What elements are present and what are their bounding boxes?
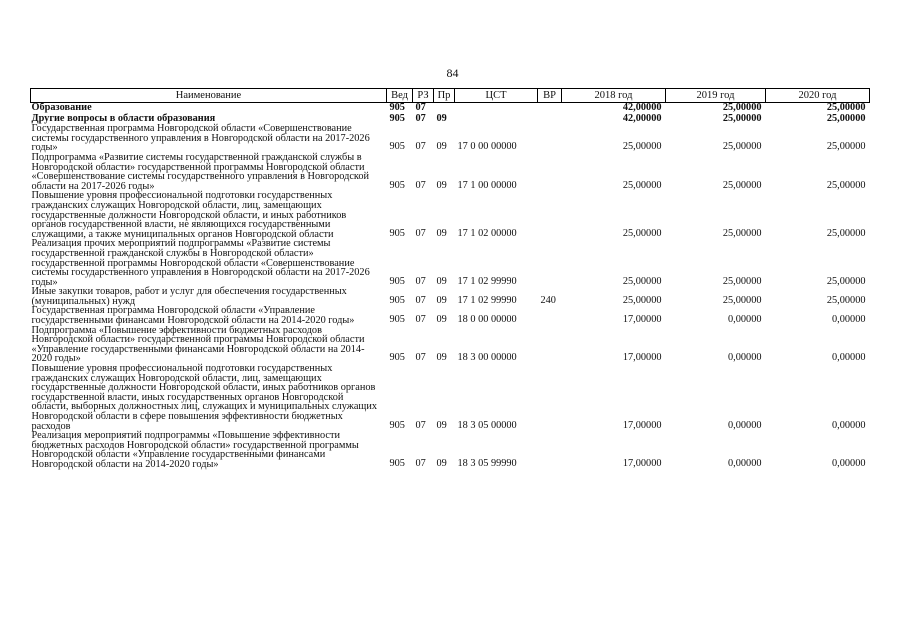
row-vr (538, 431, 562, 469)
row-value-2020: 25,00000 (826, 227, 866, 239)
row-ved: 905 (389, 112, 405, 124)
row-value-2019: 25,00000 (722, 179, 762, 191)
header-name: Наименование (31, 89, 387, 103)
row-rz: 07 (415, 102, 426, 113)
row-value-2018: 25,00000 (622, 179, 662, 191)
row-rz: 07 (415, 227, 426, 239)
row-value-2020: 25,00000 (826, 102, 866, 113)
row-value-2018: 25,00000 (622, 294, 662, 306)
row-cst: 17 0 00 00000 (457, 141, 517, 153)
row-pr: 09 (436, 419, 447, 431)
header-2019: 2019 год (666, 89, 766, 103)
table-header (31, 89, 870, 103)
row-vr (538, 103, 562, 114)
row-value-2018: 42,00000 (622, 102, 662, 113)
header-2020: 2020 год (766, 89, 870, 103)
row-vr (538, 326, 562, 364)
row-ved: 905 (389, 102, 405, 113)
row-pr: 09 (436, 179, 447, 191)
row-value-2020: 25,00000 (826, 112, 866, 124)
row-value-2020: 25,00000 (826, 294, 866, 306)
row-vr (538, 153, 562, 191)
row-value-2019: 25,00000 (722, 112, 762, 124)
row-rz: 07 (415, 294, 426, 306)
header-2018: 2018 год (562, 89, 666, 103)
row-cst (455, 103, 538, 114)
row-cst: 17 1 02 99990 (457, 275, 517, 287)
table-row (31, 306, 870, 325)
row-cst: 17 1 00 00000 (457, 179, 517, 191)
row-value-2020: 0,00000 (832, 419, 866, 431)
row-cst: 18 3 05 99990 (457, 457, 517, 469)
row-cst (455, 114, 538, 125)
row-cst: 17 1 02 99990 (457, 294, 517, 306)
row-name: Реализация мероприятий подпрограммы «Повышение эффективности бюджетных расходов Новгородской области» государственной программы Новгородской области «Управление государственными финансами Новгородской области на 2014-2020 годы» (31, 430, 359, 470)
row-rz: 07 (415, 457, 426, 469)
row-value-2019: 0,00000 (728, 457, 762, 469)
row-value-2019: 25,00000 (722, 102, 762, 113)
table-row (31, 287, 870, 306)
row-pr: 09 (436, 112, 447, 124)
header-vr: ВР (538, 89, 562, 103)
row-ved: 905 (389, 227, 405, 239)
row-vr (538, 306, 562, 325)
table-body (31, 103, 870, 470)
row-value-2018: 42,00000 (622, 112, 662, 124)
row-value-2019: 0,00000 (728, 314, 762, 326)
row-rz: 07 (415, 275, 426, 287)
row-rz: 07 (415, 112, 426, 124)
header-pr: Пр (434, 89, 455, 103)
table-row (31, 103, 870, 114)
row-pr: 09 (436, 314, 447, 326)
row-rz: 07 (415, 352, 426, 364)
row-name: Образование (31, 102, 92, 113)
row-name: Повышение уровня профессиональной подготовки государственных гражданских служащих Новгородской области, лиц, замещающих государственные должности Новгородской области, и иных работников органов государственной власти, не являющихся государственными служащими, а также муниципальных органов Новгородской области (31, 190, 347, 240)
row-vr (538, 114, 562, 125)
row-vr: 240 (540, 294, 556, 306)
row-value-2019: 25,00000 (722, 275, 762, 287)
page-number: 84 (446, 66, 459, 80)
row-pr (434, 103, 455, 114)
table-row (31, 431, 870, 469)
row-name: Реализация прочих мероприятий подпрограммы «Развитие системы государственной гражданской службы в Новгородской области» государственной программы Новгородской области «Совершенствование системы государственного управления в Новгородской области на 2017-2026 годы» (31, 238, 370, 288)
row-name: Государственная программа Новгородской области «Управление государственными финансами Новгородской области на 2014-2020 годы» (31, 305, 355, 327)
table-row (31, 364, 870, 431)
row-cst: 18 3 00 00000 (457, 352, 517, 364)
row-cst: 17 1 02 00000 (457, 227, 517, 239)
row-value-2018: 17,00000 (622, 352, 662, 364)
row-value-2018: 25,00000 (622, 227, 662, 239)
row-name: Иные закупки товаров, работ и услуг для обеспечения государственных (муниципальных) нужд (31, 286, 347, 307)
row-ved: 905 (389, 352, 405, 364)
row-rz: 07 (415, 419, 426, 431)
row-rz: 07 (415, 314, 426, 326)
row-ved: 905 (389, 314, 405, 326)
row-vr (538, 364, 562, 431)
row-ved: 905 (389, 457, 405, 469)
row-ved: 905 (389, 419, 405, 431)
row-pr: 09 (436, 457, 447, 469)
row-value-2018: 17,00000 (622, 457, 662, 469)
row-value-2019: 25,00000 (722, 141, 762, 153)
row-pr: 09 (436, 352, 447, 364)
table-row (31, 124, 870, 153)
row-vr (538, 239, 562, 287)
row-value-2020: 0,00000 (832, 314, 866, 326)
row-name: Государственная программа Новгородской области «Совершенствование системы государственного управления в Новгородской области на 2017-2026 годы» (31, 123, 370, 154)
row-cst: 18 3 05 00000 (457, 419, 517, 431)
row-pr: 09 (436, 141, 447, 153)
header-rz: РЗ (413, 89, 434, 103)
row-vr (538, 124, 562, 153)
row-value-2019: 25,00000 (722, 227, 762, 239)
row-rz: 07 (415, 179, 426, 191)
row-rz: 07 (415, 141, 426, 153)
row-name: Подпрограмма «Повышение эффективности бюджетных расходов Новгородской области» государственной программы Новгородской области «Управление государственными финансами Новгородской области на 2014-2020 годы» (31, 324, 365, 365)
row-value-2020: 25,00000 (826, 275, 866, 287)
row-value-2018: 25,00000 (622, 275, 662, 287)
row-pr: 09 (436, 275, 447, 287)
header-ved: Вед (387, 89, 413, 103)
row-name: Повышение уровня профессиональной подготовки государственных гражданских служащих Новгородской области, лиц, замещающих государственные должности Новгородской области, иных работников органов государственной власти, иных государственных органов Новгородской области, выборных должностных лиц, служащих и муниципальных служащих Новгородской области в сфере повышения эффективности бюджетных расходов (31, 363, 377, 432)
table-row (31, 326, 870, 364)
row-pr: 09 (436, 227, 447, 239)
row-ved: 905 (389, 294, 405, 306)
row-value-2019: 0,00000 (728, 419, 762, 431)
table-row (31, 153, 870, 191)
row-ved: 905 (389, 275, 405, 287)
row-name: Подпрограмма «Развитие системы государственной гражданской службы в Новгородской области» государственной программы Новгородской области «Совершенствование системы государственного управления в Новгородской области на 2017-2026 годы» (31, 151, 370, 192)
table-row (31, 239, 870, 287)
row-ved: 905 (389, 179, 405, 191)
row-value-2019: 25,00000 (722, 294, 762, 306)
row-value-2018: 25,00000 (622, 141, 662, 153)
header-cst: ЦСТ (455, 89, 538, 103)
row-vr (538, 191, 562, 239)
row-value-2018: 17,00000 (622, 314, 662, 326)
row-cst: 18 0 00 00000 (457, 314, 517, 326)
row-value-2018: 17,00000 (622, 419, 662, 431)
row-value-2019: 0,00000 (728, 352, 762, 364)
row-name: Другие вопросы в области образования (31, 112, 216, 124)
row-pr: 09 (436, 294, 447, 306)
row-ved: 905 (389, 141, 405, 153)
budget-table (30, 88, 870, 470)
row-value-2020: 25,00000 (826, 179, 866, 191)
table-row (31, 191, 870, 239)
row-value-2020: 0,00000 (832, 457, 866, 469)
row-value-2020: 25,00000 (826, 141, 866, 153)
row-value-2020: 0,00000 (832, 352, 866, 364)
